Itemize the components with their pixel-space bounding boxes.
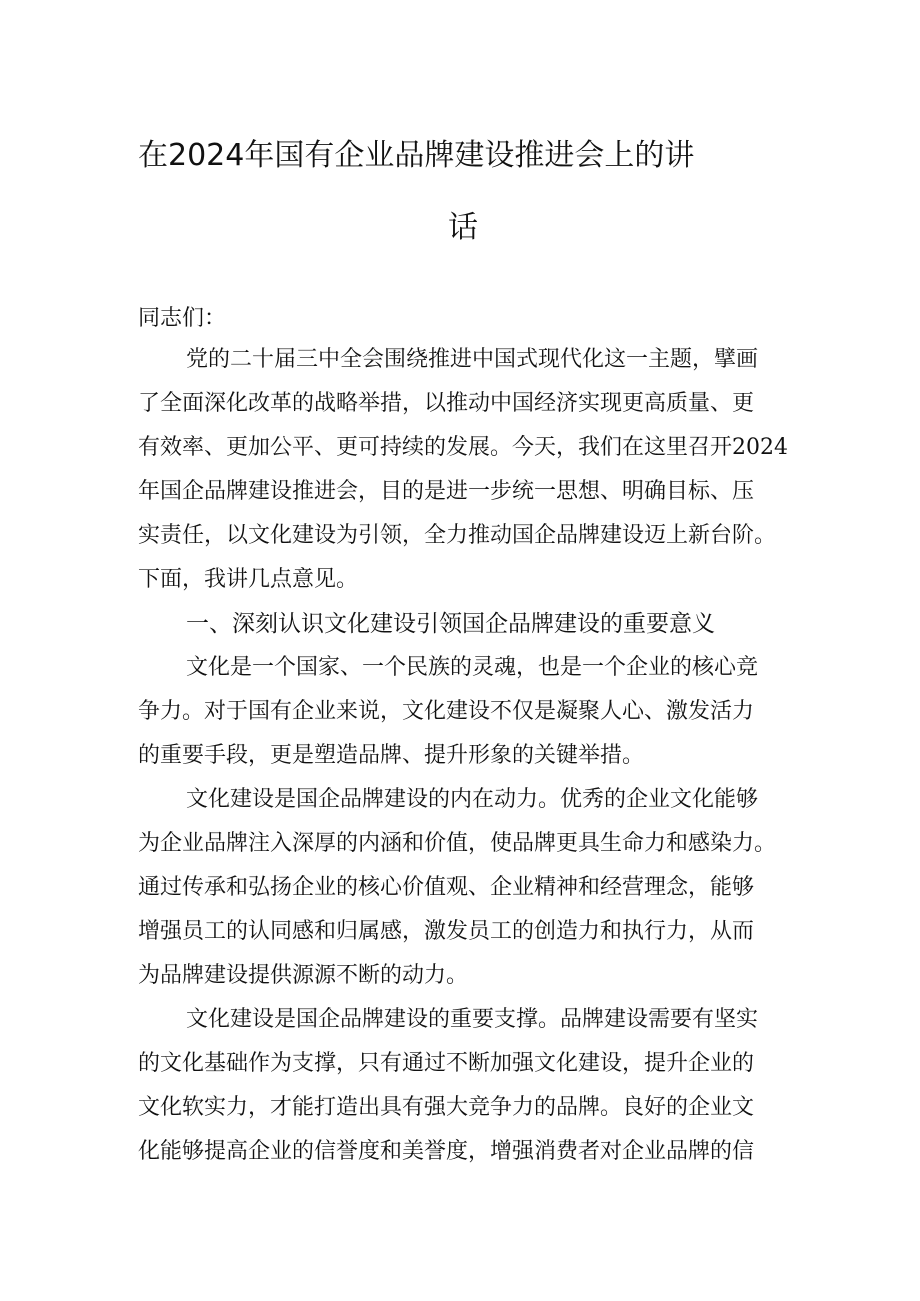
salutation: 同志们： <box>138 306 227 331</box>
paragraph-3-line: 文化建设是国企品牌建设的重要支撑。品牌建设需要有坚实 <box>186 1007 759 1032</box>
intro-line: 了全面深化改革的战略举措，以推动中国经济实现更高质量、更 <box>138 391 755 416</box>
paragraph-2-line: 为企业品牌注入深厚的内涵和价值，使品牌更具生命力和感染力。 <box>138 831 777 856</box>
paragraph-3-line: 化能够提高企业的信誉度和美誉度，增强消费者对企业品牌的信 <box>138 1139 755 1164</box>
intro-line: 年国企品牌建设推进会，目的是进一步统一思想、明确目标、压 <box>138 479 755 504</box>
paragraph-1-line: 争力。对于国有企业来说，文化建设不仅是凝聚人心、激发活力 <box>138 699 755 724</box>
document-title-line-1: 在2024年国有企业品牌建设推进会上的讲 <box>138 138 695 173</box>
paragraph-2-line: 增强员工的认同感和归属感，激发员工的创造力和执行力，从而 <box>138 919 755 944</box>
intro-line: 党的二十届三中全会围绕推进中国式现代化这一主题，擘画 <box>186 347 759 372</box>
intro-line: 下面，我讲几点意见。 <box>138 567 359 592</box>
intro-line: 有效率、更加公平、更可持续的发展。今天，我们在这里召开2024 <box>138 435 788 460</box>
document-title-line-2: 话 <box>448 210 478 245</box>
section-heading-1: 一、深刻认识文化建设引领国企品牌建设的重要意义 <box>186 611 715 637</box>
paragraph-2-line: 为品牌建设提供源源不断的动力。 <box>138 963 469 988</box>
intro-line: 实责任，以文化建设为引领，全力推动国企品牌建设迈上新台阶。 <box>138 523 777 548</box>
paragraph-3-line: 的文化基础作为支撑，只有通过不断加强文化建设，提升企业的 <box>138 1051 755 1076</box>
paragraph-1-line: 文化是一个国家、一个民族的灵魂，也是一个企业的核心竞 <box>186 655 759 680</box>
paragraph-3-line: 文化软实力，才能打造出具有强大竞争力的品牌。良好的企业文 <box>138 1095 755 1120</box>
paragraph-2-line: 文化建设是国企品牌建设的内在动力。优秀的企业文化能够 <box>186 787 759 812</box>
paragraph-2-line: 通过传承和弘扬企业的核心价值观、企业精神和经营理念，能够 <box>138 875 755 900</box>
paragraph-1-line: 的重要手段，更是塑造品牌、提升形象的关键举措。 <box>138 743 645 768</box>
